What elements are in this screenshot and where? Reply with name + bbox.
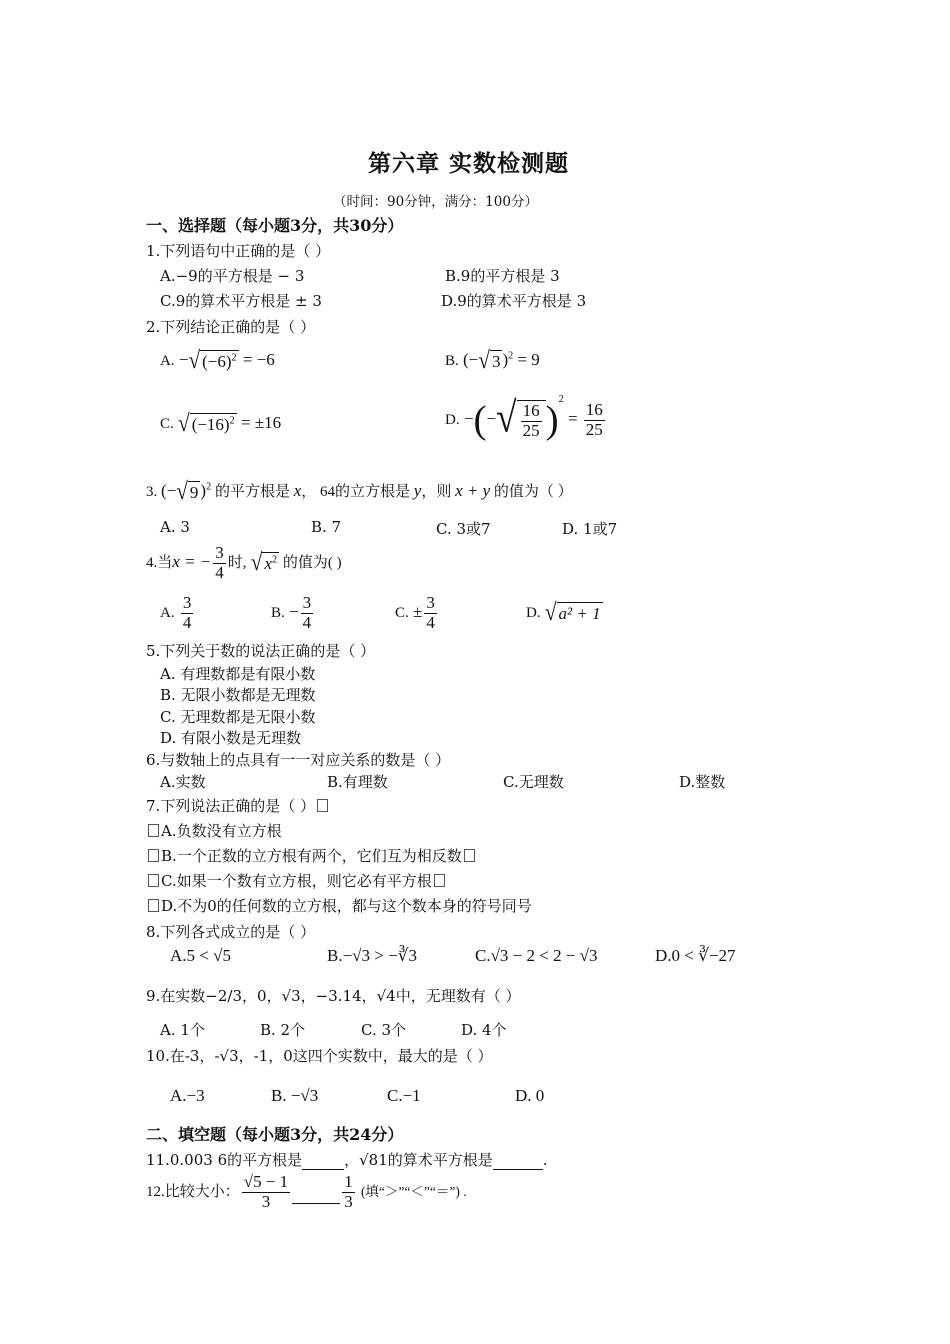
q7-option-c: C.如果一个数有立方根，则它必有平方根 <box>146 870 447 891</box>
q2-option-a: A. − √ $(-6)^2$ = −6 <box>160 346 275 374</box>
q8-option-d: D.0 < ∛−27 <box>655 946 736 965</box>
q5-option-c: C. 无理数都是无限小数 <box>160 708 316 726</box>
q7-stem: 7.下列说法正确的是（ ） <box>146 795 330 816</box>
q1-option-a: A.−9的平方根是 − 3 <box>160 267 305 285</box>
q2-stem: 2.下列结论正确的是（ ） <box>146 318 316 336</box>
q8-stem: 8.下列各式成立的是（ ） <box>146 923 316 941</box>
placeholder-box-icon <box>148 874 159 887</box>
q10-option-b: B. −√3 <box>271 1086 319 1105</box>
q4-option-b: B. − $\frac{3}{4}$ <box>271 593 312 632</box>
q12-stem: 12.比较大小： $\frac{√5 - 1}{3}$ $\frac{1}{3}$ (填“＞”“＜”“＝”) . <box>146 1172 467 1211</box>
page-title: 第六章 实数检测题 <box>368 150 570 177</box>
q8-option-a: A.5 < √5 <box>170 946 231 965</box>
placeholder-box-icon <box>434 874 445 887</box>
q4-option-c: C. ± $\frac{3}{4}$ <box>395 593 435 632</box>
q12-blank[interactable] <box>292 1183 340 1204</box>
q11-blank-1[interactable] <box>302 1151 344 1170</box>
q7-option-d: D.不为0的任何数的立方根，都与这个数本身的符号同号 <box>146 895 532 916</box>
q9-option-d: D. 4个 <box>461 1021 507 1039</box>
q1-option-b: B.9的平方根是 3 <box>445 267 560 285</box>
q6-option-c: C.无理数 <box>503 773 564 791</box>
q4-stem: 4.当x = − $\frac{3}{4}$ 时, √ $x^2$ 的值为( ) <box>146 543 342 582</box>
placeholder-box-icon <box>148 824 159 837</box>
q7-option-a: A.负数没有立方根 <box>146 820 282 841</box>
q4-option-d: D. √ a² + 1 <box>526 598 601 626</box>
q10-option-a: A.−3 <box>170 1086 205 1105</box>
q5-option-b: B. 无限小数都是无理数 <box>160 686 316 704</box>
q3-option-d: D. 1或7 <box>562 520 618 538</box>
q6-stem: 6.与数轴上的点具有一一对应关系的数是（ ） <box>146 751 451 769</box>
q4-option-a: A. $\frac{3}{4}$ <box>160 593 192 632</box>
q6-option-b: B.有理数 <box>327 773 388 791</box>
section-fill-heading: 二、填空题（每小题3分，共24分） <box>146 1125 404 1144</box>
section-choice-heading: 一、选择题（每小题3分，共30分） <box>146 216 404 235</box>
q1-option-d: D.9的算术平方根是 3 <box>441 292 587 310</box>
q9-option-a: A. 1个 <box>160 1021 205 1039</box>
q10-option-d: D. 0 <box>515 1086 545 1105</box>
q10-option-c: C.−1 <box>387 1086 421 1105</box>
q8-option-b: B.−√3 > −∛3 <box>327 946 418 965</box>
q1-stem: 1.下列语句中正确的是（ ） <box>146 242 331 260</box>
q10-stem: 10.在-3，-√3，-1，0这四个实数中，最大的是（ ） <box>146 1047 493 1065</box>
q6-option-d: D.整数 <box>679 773 726 791</box>
q3-stem: 3. (− √ 9 )$^2$ 的平方根是 x， 64的立方根是 y，则 x + y 的值为（ ） <box>146 477 573 505</box>
q2-option-c: C. √ $(-16)^2$ = ±16 <box>160 409 282 437</box>
q11-blank-2[interactable] <box>493 1151 543 1170</box>
q9-option-b: B. 2个 <box>260 1021 306 1039</box>
q9-stem: 9.在实数−2/3，0，√3，−3.14，√4中，无理数有（ ） <box>146 987 521 1005</box>
q8-option-c: C.√3 − 2 < 2 − √3 <box>475 946 598 965</box>
q1-option-c: C.9的算术平方根是 ± 3 <box>160 292 322 310</box>
placeholder-box-icon <box>148 899 159 912</box>
exam-info: （时间：90分钟，满分：100分） <box>333 194 538 210</box>
q3-option-a: A. 3 <box>160 518 190 536</box>
q2-option-d: D. −(− √ $\frac{16}{25}$ )$^2$ = $\frac{16}{25}$ <box>445 394 603 442</box>
q11-stem: 11.0.003 6的平方根是 ，√81的算术平方根是 . <box>146 1151 548 1169</box>
q6-option-a: A.实数 <box>160 773 206 791</box>
placeholder-box-icon <box>148 849 159 862</box>
q5-option-a: A. 有理数都是有限小数 <box>160 665 316 683</box>
placeholder-box-icon <box>317 799 328 812</box>
placeholder-box-icon <box>464 849 475 862</box>
q3-option-b: B. 7 <box>311 518 342 536</box>
q5-stem: 5.下列关于数的说法正确的是（ ） <box>146 642 376 660</box>
q9-option-c: C. 3个 <box>361 1021 407 1039</box>
q5-option-d: D. 有限小数是无理数 <box>160 729 302 747</box>
q7-option-b: B.一个正数的立方根有两个，它们互为相反数 <box>146 845 477 866</box>
q3-option-c: C. 3或7 <box>436 520 491 538</box>
q2-option-b: B. (− √ 3 )$^2$ = 9 <box>445 346 540 374</box>
